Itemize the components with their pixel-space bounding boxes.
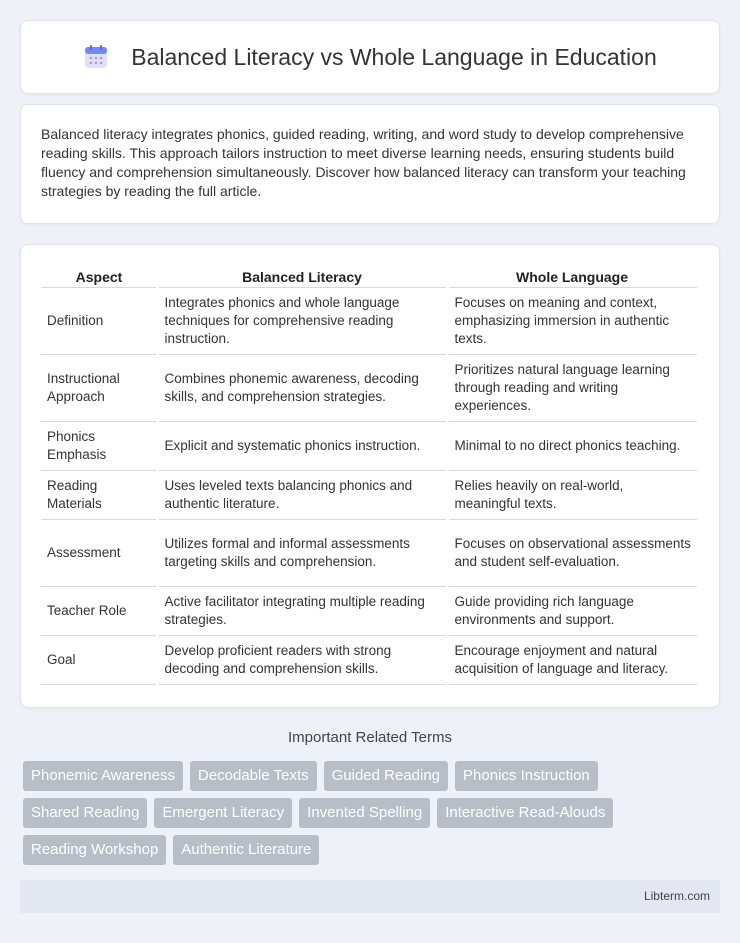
- table-row: [41, 520, 697, 587]
- term-tag-shared-reading[interactable]: Shared Reading: [23, 798, 147, 828]
- table-row: [41, 471, 697, 520]
- footer-brand-link[interactable]: Libterm.com: [643, 889, 710, 903]
- whole-language-cell: Guide providing rich language environments and support.: [447, 587, 697, 636]
- calendar-icon: [83, 44, 109, 70]
- aspect-cell: Goal: [41, 636, 157, 685]
- footer: [20, 880, 720, 913]
- balanced-literacy-cell: Explicit and systematic phonics instruction.: [157, 422, 447, 471]
- intro-text: Balanced literacy integrates phonics, guided reading, writing, and word study to develop comprehensive reading skills. This approach tailors instruction to meet diverse learning needs, ensuring students build fluency and comprehension simultaneously. Discover how balanced literacy can transform your teaching strategies by reading the full article.: [41, 126, 686, 199]
- table-row: [41, 288, 697, 355]
- table-header-row: [41, 263, 697, 288]
- table-row: [41, 422, 697, 471]
- aspect-cell: Teacher Role: [41, 587, 157, 636]
- balanced-literacy-cell: Integrates phonics and whole language techniques for comprehensive reading instruction.: [157, 288, 447, 355]
- intro-card: [20, 104, 720, 224]
- term-tag-guided-reading[interactable]: Guided Reading: [324, 761, 448, 791]
- column-header-balanced-literacy: Balanced Literacy: [157, 263, 447, 288]
- whole-language-cell: Focuses on observational assessments and student self-evaluation.: [447, 520, 697, 587]
- term-tag-decodable-texts[interactable]: Decodable Texts: [190, 761, 317, 791]
- aspect-cell: Assessment: [41, 520, 157, 587]
- term-tag-emergent-literacy[interactable]: Emergent Literacy: [154, 798, 292, 828]
- whole-language-cell: Encourage enjoyment and natural acquisition of language and literacy.: [447, 636, 697, 685]
- term-tag-authentic-literature[interactable]: Authentic Literature: [173, 835, 319, 865]
- balanced-literacy-cell: Develop proficient readers with strong decoding and comprehension skills.: [157, 636, 447, 685]
- whole-language-cell: Focuses on meaning and context, emphasizing immersion in authentic texts.: [447, 288, 697, 355]
- term-tag-invented-spelling[interactable]: Invented Spelling: [299, 798, 430, 828]
- term-tag-reading-workshop[interactable]: Reading Workshop: [23, 835, 166, 865]
- related-terms-list: [23, 761, 723, 872]
- term-tag-interactive-read-alouds[interactable]: Interactive Read-Alouds: [437, 798, 613, 828]
- table-row: [41, 355, 697, 422]
- balanced-literacy-cell: Combines phonemic awareness, decoding skills, and comprehension strategies.: [157, 355, 447, 422]
- aspect-cell: Instructional Approach: [41, 355, 157, 422]
- related-terms-title: Important Related Terms: [288, 729, 452, 746]
- aspect-cell: Definition: [41, 288, 157, 355]
- column-header-whole-language: Whole Language: [447, 263, 697, 288]
- column-header-aspect: Aspect: [41, 263, 157, 288]
- comparison-table: [41, 263, 697, 685]
- table-row: [41, 587, 697, 636]
- table-row: [41, 636, 697, 685]
- term-tag-phonics-instruction[interactable]: Phonics Instruction: [455, 761, 598, 791]
- balanced-literacy-cell: Uses leveled texts balancing phonics and authentic literature.: [157, 471, 447, 520]
- whole-language-cell: Relies heavily on real-world, meaningful texts.: [447, 471, 697, 520]
- page-title: Balanced Literacy vs Whole Language in Education: [131, 43, 657, 70]
- balanced-literacy-cell: Active facilitator integrating multiple reading strategies.: [157, 587, 447, 636]
- aspect-cell: Reading Materials: [41, 471, 157, 520]
- whole-language-cell: Prioritizes natural language learning through reading and writing experiences.: [447, 355, 697, 422]
- comparison-table-card: [20, 244, 720, 708]
- aspect-cell: Phonics Emphasis: [41, 422, 157, 471]
- whole-language-cell: Minimal to no direct phonics teaching.: [447, 422, 697, 471]
- balanced-literacy-cell: Utilizes formal and informal assessments targeting skills and comprehension.: [157, 520, 447, 587]
- header-card: [20, 20, 720, 94]
- term-tag-phonemic-awareness[interactable]: Phonemic Awareness: [23, 761, 183, 791]
